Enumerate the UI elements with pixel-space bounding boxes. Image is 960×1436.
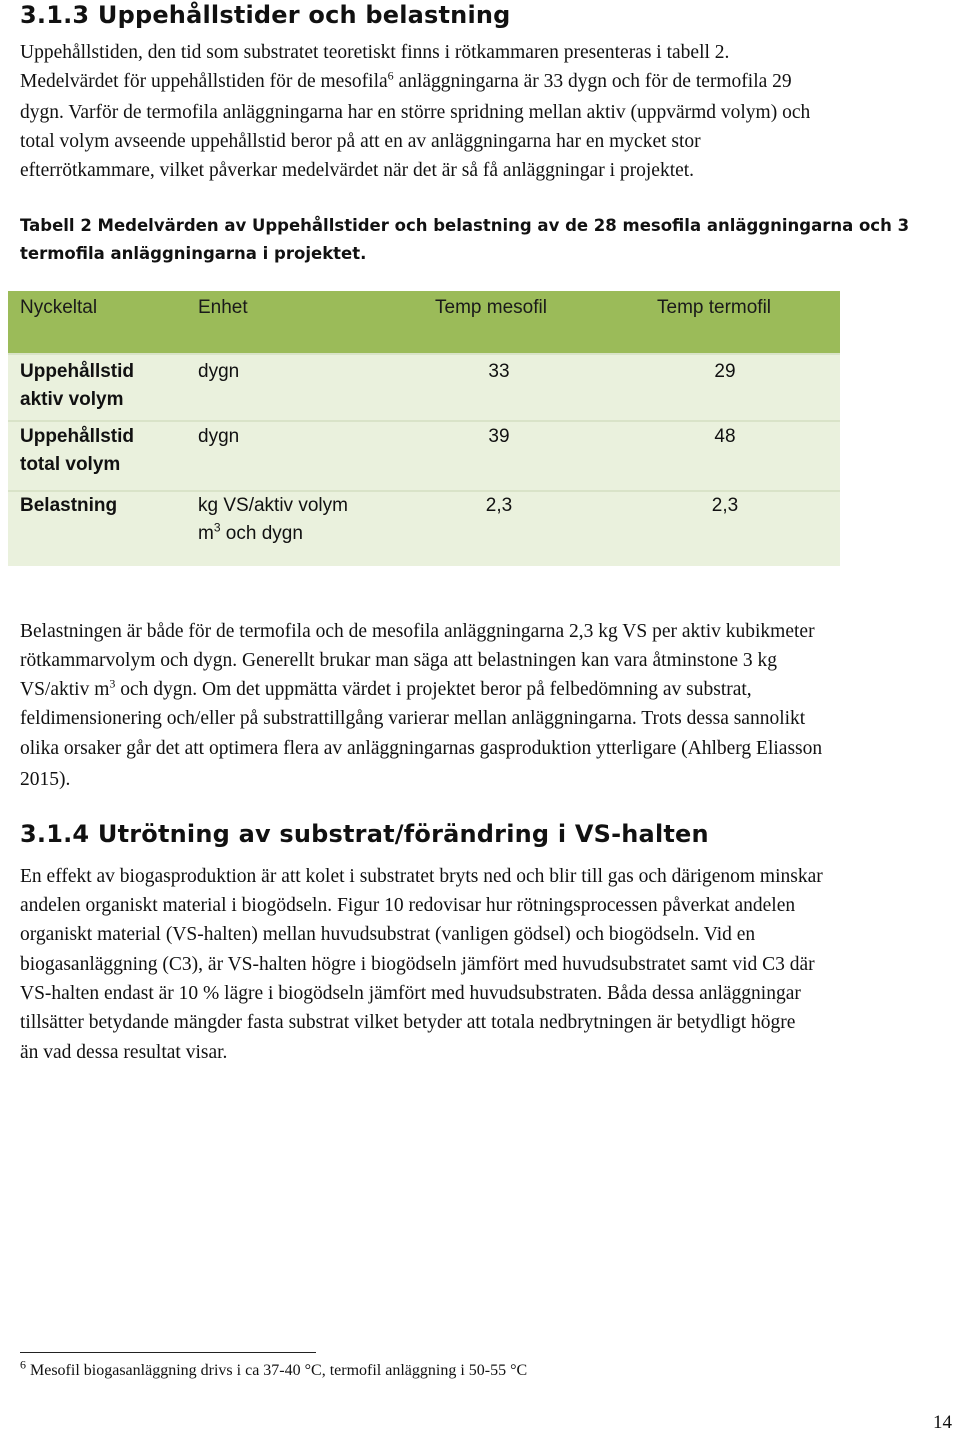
paragraph-line: Medelvärdet för uppehållstiden för de mesofila$^6$ anläggningarna är 33 dygn och för de termofila 29	[20, 68, 792, 92]
table-row	[8, 490, 840, 566]
section-heading-utrotning: 3.1.4 Utrötning av substrat/förändring i VS-halten	[20, 820, 709, 848]
paragraph-line: total volym avseende uppehållstid beror på att en av anläggningarna har en mycket stor	[20, 131, 701, 152]
table-caption-line: termofila anläggningarna i projektet.	[20, 244, 367, 263]
header-temp-mesofil: Temp mesofil	[435, 297, 547, 318]
footnote-marker: 6	[20, 1357, 26, 1372]
row-label: Belastning	[20, 495, 118, 516]
paragraph-line: tillsätter betydande mängder fasta substrat vilket betyder att totala nedbrytningen är betydligt högre	[20, 1012, 796, 1033]
paragraph-line: biogasanläggning (C3), är VS-halten högre i biogödseln jämfört med huvudsubstratet samt vid C3 där	[20, 954, 815, 975]
header-nyckeltal: Nyckeltal	[20, 297, 98, 318]
paragraph-line: VS/aktiv $m^3$ och dygn. Om det uppmätta värdet i projektet beror på felbedömning av substrat,	[20, 676, 752, 700]
paragraph-line: olika orsaker går det att optimera flera av anläggningarnas gasproduktion ytterligare (Ahlberg Eliasson	[20, 738, 823, 759]
row-termo-value: 2,3	[711, 495, 739, 516]
row-meso-value: 33	[488, 361, 510, 382]
page-number: 14	[933, 1412, 952, 1433]
paragraph-line: andelen organiskt material i biogödseln. Figur 10 redovisar hur rötningsprocessen påverkat andelen	[20, 895, 796, 916]
row-termo-value: 48	[714, 426, 736, 447]
paragraph-line: än vad dessa resultat visar.	[20, 1042, 228, 1063]
row-meso-value: 2,3	[485, 495, 513, 516]
row-unit: dygn	[198, 426, 240, 447]
table-caption-line: Tabell 2 Medelvärden av Uppehållstider och belastning av de 28 mesofila anläggningarna och 3	[20, 216, 910, 235]
paragraph-line: En effekt av biogasproduktion är att kolet i substratet bryts ned och blir till gas och därigenom minskar	[20, 866, 823, 887]
data-table	[8, 291, 840, 566]
paragraph-line: Uppehållstiden, den tid som substratet teoretiskt finns i rötkammaren presenteras i tabell 2.	[20, 42, 730, 63]
paragraph-line: Belastningen är både för de termofila och de mesofila anläggningarna 2,3 kg VS per aktiv kubikmeter	[20, 621, 815, 642]
row-label: Uppehållstid aktiv volym	[20, 361, 135, 410]
paragraph-line: organiskt material (VS-halten) mellan huvudsubstrat (vanligen gödsel) och biogödseln. Vid en	[20, 924, 756, 945]
paragraph-line: dygn. Varför de termofila anläggningarna har en större spridning mellan aktiv (uppvärmd volym) och	[20, 102, 811, 123]
header-enhet: Enhet	[198, 297, 248, 318]
paragraph-line: efterrötkammare, vilket påverkar medelvärdet när det är så få anläggningar i projektet.	[20, 160, 695, 181]
footnote-divider	[20, 1352, 316, 1353]
paragraph-line: feldimensionering och/eller på substrattillgång varierar mellan anläggningarna. Trots dessa sannolikt	[20, 708, 806, 729]
header-temp-termofil: Temp termofil	[657, 297, 772, 318]
row-meso-value: 39	[488, 426, 510, 447]
table-header-row	[8, 291, 840, 353]
section-heading-uppehallstider: 3.1.3 Uppehållstider och belastning	[20, 1, 511, 29]
paragraph-line: 2015).	[20, 769, 71, 790]
table-row	[8, 420, 840, 490]
paragraph-line: rötkammarvolym och dygn. Generellt brukar man säga att belastningen kan vara åtminstone 3 kg	[20, 650, 778, 671]
footnote-text: Mesofil biogasanläggning drivs i ca 37-40 °C, termofil anläggning i 50-55 °C	[26, 1362, 528, 1379]
footnote-ref: 6	[387, 68, 394, 83]
row-termo-value: 29	[714, 361, 736, 382]
row-unit: dygn	[198, 361, 240, 382]
paragraph-line: VS-halten endast är 10 % lägre i biogödseln jämfört med huvudsubstraten. Båda dessa anläggningar	[20, 983, 801, 1004]
table-row	[8, 353, 840, 420]
row-unit: kg VS/aktiv volym $m^3$ och dygn	[198, 495, 348, 544]
footnote	[20, 1357, 528, 1380]
row-label: Uppehållstid total volym	[20, 426, 135, 475]
